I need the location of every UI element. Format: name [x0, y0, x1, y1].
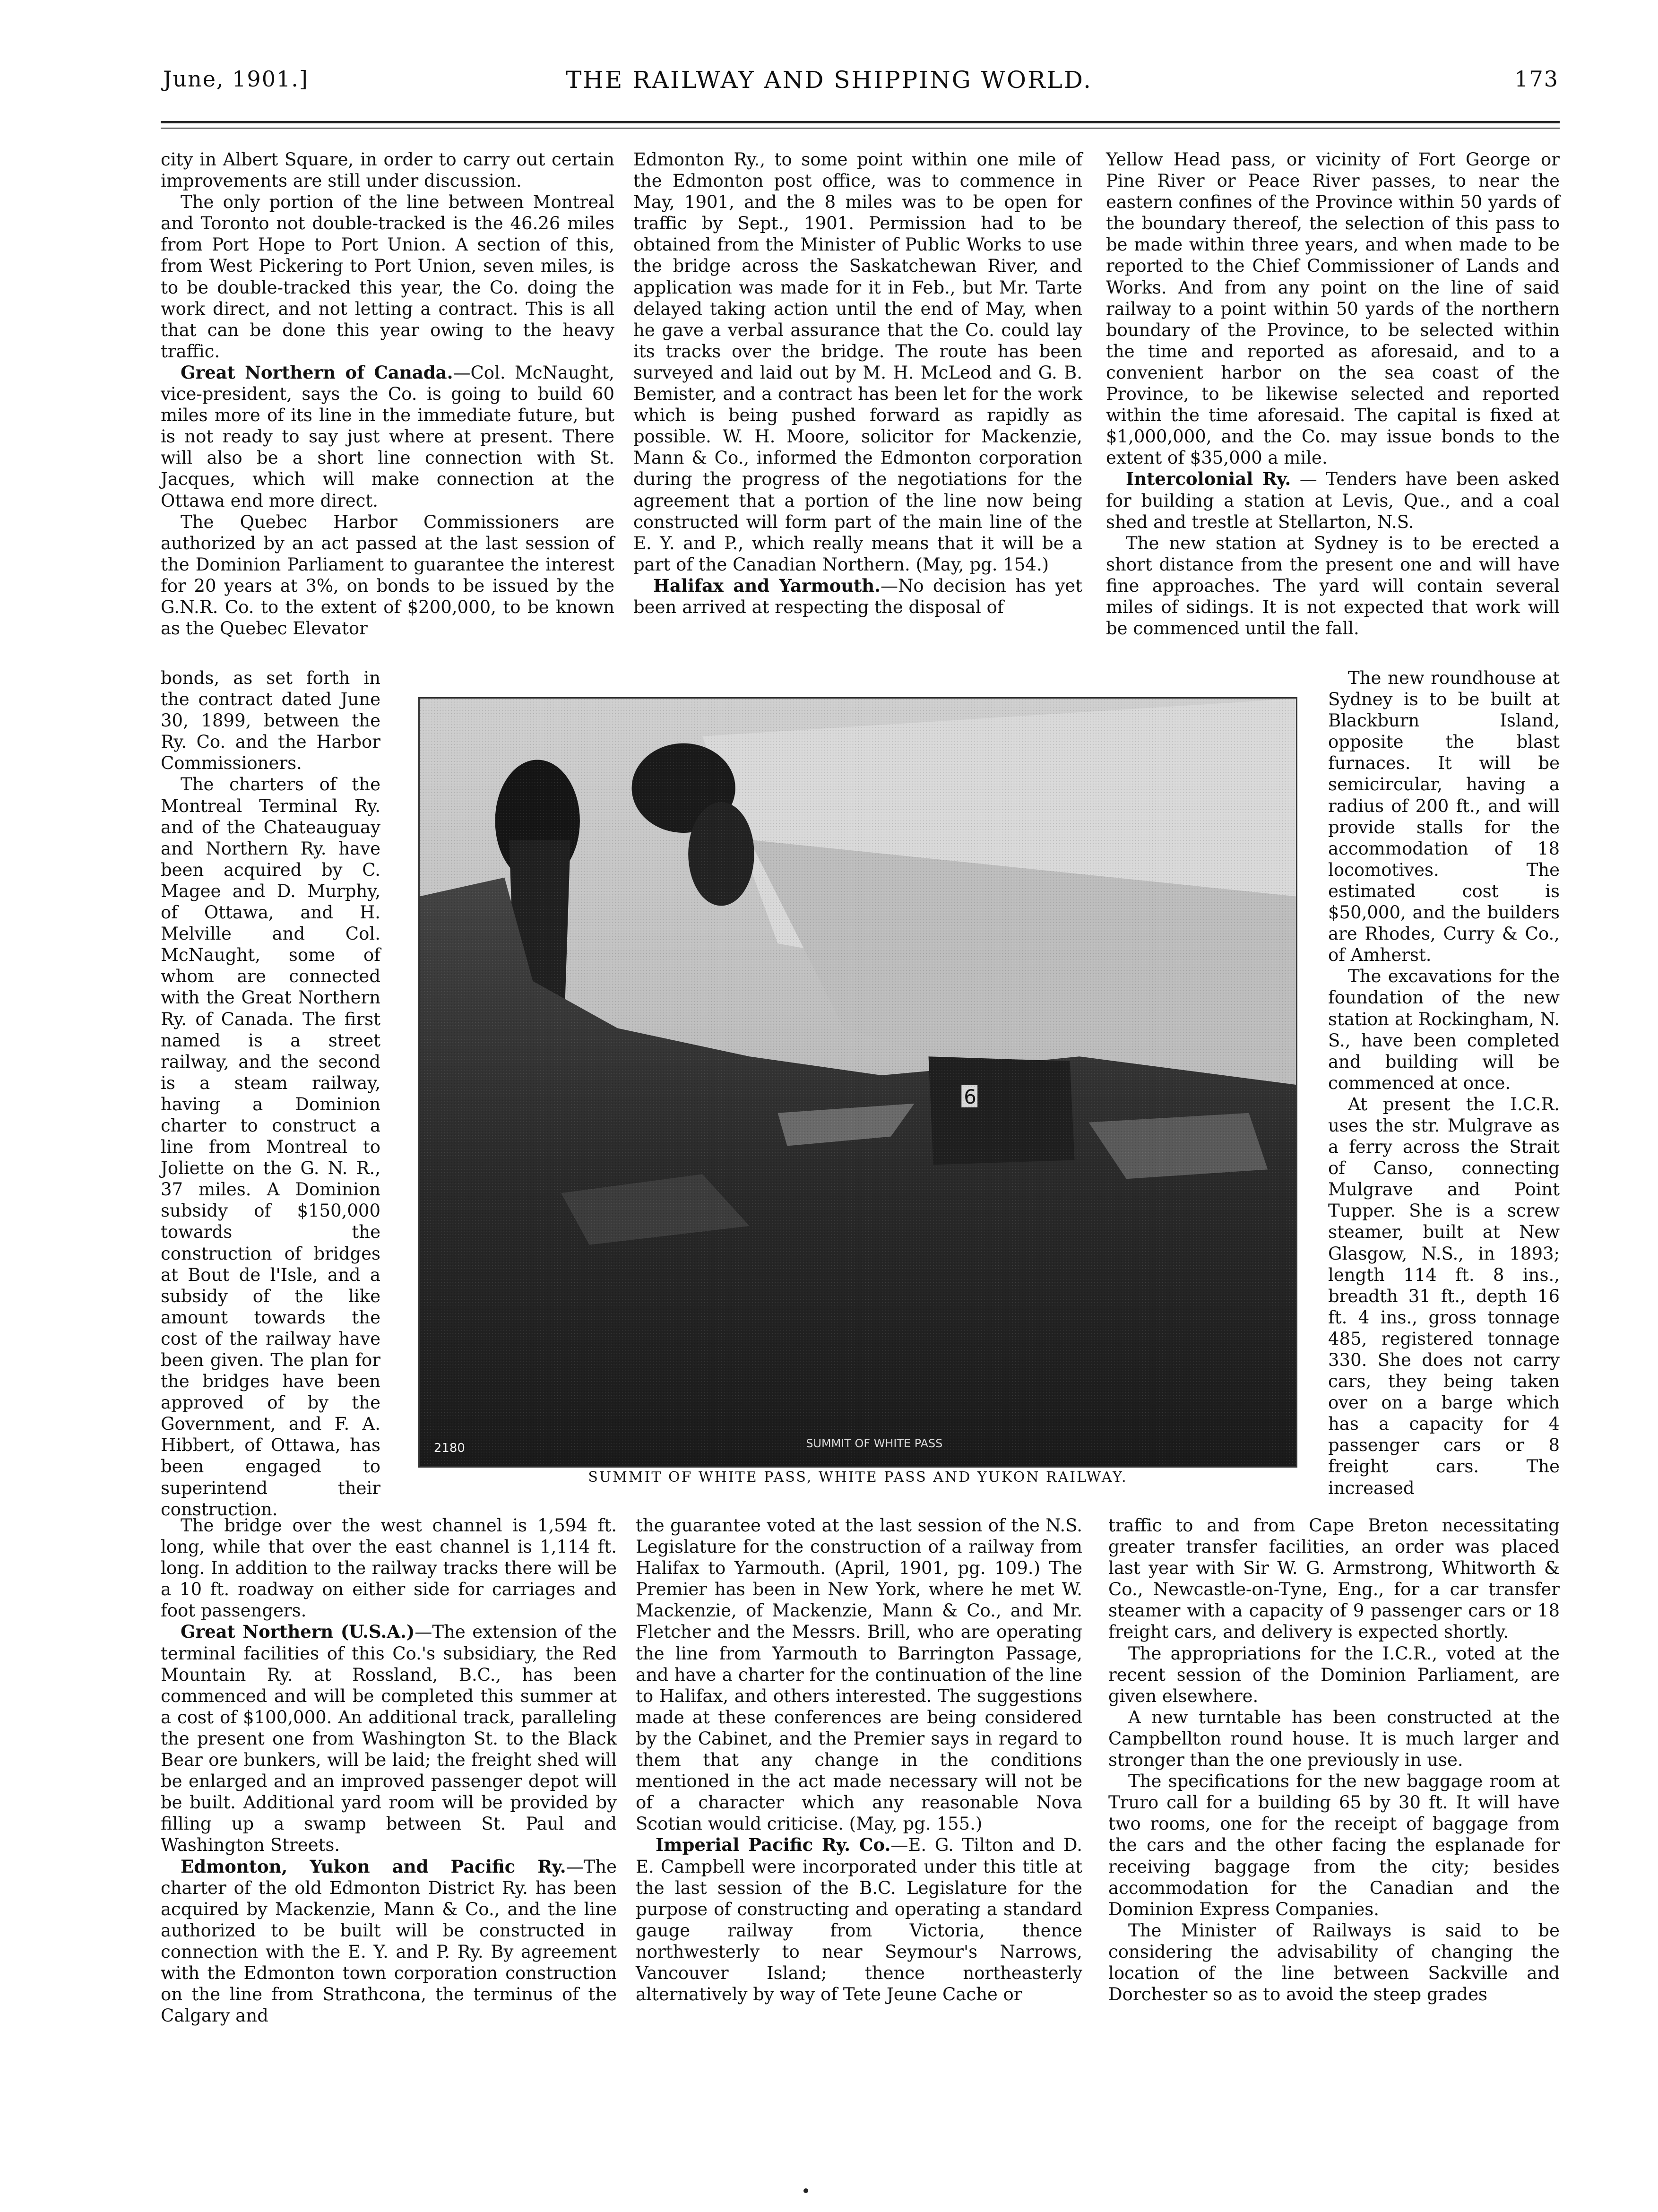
photo-illustration — [420, 699, 1296, 1466]
column-1-top — [161, 149, 614, 639]
paragraph-text: —The charter of the old Edmonton District Ry. has been acquired by Mackenzie, Mann & Co., and the line authorized to be built will be constructed in connection with the E. Y. and P. Ry. By agreement with the Edmonton town corporation construction on the line from Strathcona, the terminus of the Calgary and — [161, 1856, 617, 2026]
halftone-photograph — [418, 697, 1297, 1468]
column-3-top — [1106, 149, 1560, 639]
paragraph: The charters of the Montreal Terminal Ry. and of the Chateauguay and Northern Ry. have been acquired by C. Magee and D. Murphy, of Ottawa, and H. Melville and Col. McNaught, some of whom are connected with the Great Northern Ry. of Canada. The first named is a street railway, and the second is a steam railway, having a Dominion charter to construct a line from Montreal to Joliette on the G. N. R., 37 miles. A Dominion subsidy of $150,000 towards the construction of bridges at Bout de l'Isle, and a subsidy of the like amount towards the cost of the railway have been given. The plan for the bridges have been approved of by the Government, and F. A. Hibbert, of Ottawa, has been engaged to superintend their construction. — [161, 774, 380, 1520]
paragraph: The specifications for the new baggage room at Truro call for a building 65 by 30 ft. It will have two rooms, one for the receipt of baggage from the cars and the other facing the esplanade for receiving baggage from the city; besides accommodation for the Canadian and the Dominion Express Companies. — [1108, 1771, 1560, 1919]
column-3-narrow — [1328, 667, 1560, 1499]
section-heading: Edmonton, Yukon and Pacific Ry. — [181, 1856, 566, 1877]
photo-caption: SUMMIT OF WHITE PASS, WHITE PASS AND YUKON RAILWAY. — [588, 1469, 1128, 1486]
header-rule-thick — [161, 121, 1560, 123]
paragraph: The new station at Sydney is to be erected a short distance from the present one and will have fine approaches. The yard will contain several miles of sidings. It is not expected that work will be commenced until the fall. — [1106, 533, 1560, 639]
paragraph — [636, 1834, 1082, 2005]
paragraph: The only portion of the line between Montreal and Toronto not double-tracked is the 46.26 miles from Port Hope to Port Union. A section of this, from West Pickering to Port Union, seven miles, is to be double-tracked this year, the Co. doing the work direct, and not letting a contract. This is all that can be done this year owing to the heavy traffic. — [161, 192, 614, 362]
paragraph — [161, 1856, 617, 2027]
paragraph: The appropriations for the I.C.R., voted at the recent session of the Dominion Parliament, are given elsewhere. — [1108, 1643, 1560, 1706]
paragraph: the guarantee voted at the last session of the N.S. Legislature for the construction of a railway from Halifax to Yarmouth. (April, 1901, pg. 109.) The Premier has been in New York, where he met W. Mackenzie, of Mackenzie, Mann & Co., and Mr. Fletcher and the Messrs. Brill, who are operating the line from Yarmouth to Barrington Passage, and have a charter for the continuation of the line to Halifax, and others interested. The suggestions made at these conferences are being considered by the Cabinet, and the Premier says in regard to them that any change in the conditions mentioned in the act made necessary will not be of a character which any reasonable Nova Scotian would criticise. (May, pg. 155.) — [636, 1515, 1082, 1834]
issue-date: June, 1901.] — [163, 66, 309, 92]
column-1-bottom — [161, 1515, 617, 2026]
column-1-narrow — [161, 667, 380, 1520]
plate-number: 2180 — [433, 1441, 465, 1456]
paragraph-text: —Col. McNaught, vice-president, says the Co. is going to build 60 miles more of its line in the immediate future, but is not ready to say just where at present. There will also be a short line connection with St. Jacques, which will make connection at the Ottawa end more direct. — [161, 362, 614, 511]
paragraph-text: —No decision has yet been arrived at respecting the disposal of — [633, 575, 1082, 617]
header-rule-thin — [161, 128, 1560, 129]
paragraph: Edmonton Ry., to some point within one mile of the Edmonton post office, was to commence in May, 1901, and the 8 miles was to be open for traffic by Sept., 1901. Permission had to be obtained from the Minister of Public Works to use the bridge across the Saskatchewan River, and application was made for it in Feb., but Mr. Tarte delayed taking action until the end of May, when he gave a verbal assurance that the Co. could lay its tracks over the bridge. The route has been surveyed and laid out by M. H. McLeod and G. B. Bemister, and a contract has been let for the work which is being pushed forward as rapidly as possible. W. H. Moore, solicitor for Mackenzie, Mann & Co., informed the Edmonton corporation during the progress of the negotiations for the agreement that a portion of the line now being constructed will form part of the main line of the E. Y. and P., which really means that it will be a part of the Canadian Northern. (May, pg. 154.) — [633, 149, 1082, 575]
column-2-top — [633, 149, 1082, 618]
section-heading: Great Northern of Canada. — [181, 362, 453, 383]
paragraph-text: —The extension of the terminal facilities of this Co.'s subsidiary, the Red Mountain Ry. at Rossland, B.C., has been commenced and will be completed this summer at a cost of $100,000. An additional track, paralleling the present one from Washington St. to the Black Bear ore bunkers, will be laid; the freight shed will be enlarged and an improved passenger depot will be built. Additional yard room will be provided by filling up a swamp between St. Paul and Washington Streets. — [161, 1622, 617, 1856]
column-3-bottom — [1108, 1515, 1560, 2005]
section-heading: Halifax and Yarmouth. — [653, 575, 881, 596]
paragraph: Yellow Head pass, or vicinity of Fort George or Pine River or Peace River passes, to near the eastern confines of the Province within 50 yards of the boundary thereof, the selection of this pass to be made within three years, and when made to be reported to the Chief Commissioner of Lands and Works. And from any point on the line of said railway to a point within 50 yards of the northern boundary of the Province, to be selected within the time and reported as aforesaid, and to a convenient harbor on the sea coast of the Province, to be likewise selected and reported within the time aforesaid. The capital is fixed at $1,000,000, and the Co. may issue bonds to the extent of $35,000 a mile. — [1106, 149, 1560, 468]
paragraph: city in Albert Square, in order to carry out certain improvements are still under discussion. — [161, 149, 614, 191]
plate-inscription: SUMMIT OF WHITE PASS — [806, 1437, 943, 1451]
publication-title: THE RAILWAY AND SHIPPING WORLD. — [565, 66, 1093, 94]
paragraph: A new turntable has been constructed at the Campbellton round house. It is much larger and stronger than the one previously in use. — [1108, 1707, 1560, 1771]
section-heading: Great Northern (U.S.A.) — [181, 1621, 415, 1642]
paragraph: traffic to and from Cape Breton necessitating greater transfer facilities, an order was placed last year with Sir W. G. Armstrong, Whitworth & Co., Newcastle-on-Tyne, Eng., for a car transfer steamer with a capacity of 9 passenger cars or 18 freight cars, and delivery is expected shortly. — [1108, 1515, 1560, 1642]
paragraph: The new roundhouse at Sydney is to be built at Blackburn Island, opposite the blast furnaces. It will be semicircular, having a radius of 200 ft., and will provide stalls for the accommodation of 18 locomotives. The estimated cost is $50,000, and the builders are Rhodes, Curry & Co., of Amherst. — [1328, 668, 1560, 966]
paragraph — [633, 575, 1082, 618]
section-heading: Imperial Pacific Ry. Co. — [656, 1834, 891, 1856]
paragraph-text: —E. G. Tilton and D. E. Campbell were incorporated under this title at the last session of the B.C. Legislature for the purpose of constructing and operating a standard gauge railway from Victoria, thence northwesterly to near Seymour's Narrows, Vancouver Island; thence northeasterly alternatively by way of Tete Jeune Cache or — [636, 1835, 1082, 2005]
paragraph: At present the I.C.R. uses the str. Mulgrave as a ferry across the Strait of Canso, connecting Mulgrave and Point Tupper. She is a screw steamer, built at New Glasgow, N.S., in 1893; length 114 ft. 8 ins., breadth 31 ft., depth 16 ft. 4 ins., gross tonnage 485, registered tonnage 330. She does not carry cars, they being taken over on a barge which has a capacity for 4 passenger cars or 8 freight cars. The increased — [1328, 1094, 1560, 1498]
paragraph: The bridge over the west channel is 1,594 ft. long, while that over the east channel is 1,114 ft. long. In addition to the railway tracks there will be a 10 ft. roadway on either side for carriages and foot passengers. — [161, 1515, 617, 1621]
section-heading: Intercolonial Ry. — [1126, 468, 1291, 490]
paragraph — [161, 362, 614, 511]
paragraph: The excavations for the foundation of the new station at Rockingham, N. S., have been completed and building will be commenced at once. — [1328, 966, 1560, 1093]
paragraph: The Quebec Harbor Commissioners are authorized by an act passed at the last session of the Dominion Parliament to guarantee the interest for 20 years at 3%, on bonds to be issued by the G.N.R. Co. to the extent of $200,000, to be known as the Quebec Elevator — [161, 511, 614, 639]
paragraph — [161, 1621, 617, 1856]
column-2-bottom — [636, 1515, 1082, 2005]
paragraph: bonds, as set forth in the contract dated June 30, 1899, between the Ry. Co. and the Harbor Commissioners. — [161, 668, 380, 774]
page-number: 173 — [1514, 66, 1559, 92]
paragraph: The Minister of Railways is said to be considering the advisability of changing the location of the line between Sackville and Dorchester so as to avoid the steep grades — [1108, 1920, 1560, 2005]
paragraph — [1106, 468, 1560, 532]
page-mark — [803, 2188, 808, 2193]
paragraph-text: — Tenders have been asked for building a station at Levis, Que., and a coal shed and trestle at Stellarton, N.S. — [1106, 469, 1560, 532]
